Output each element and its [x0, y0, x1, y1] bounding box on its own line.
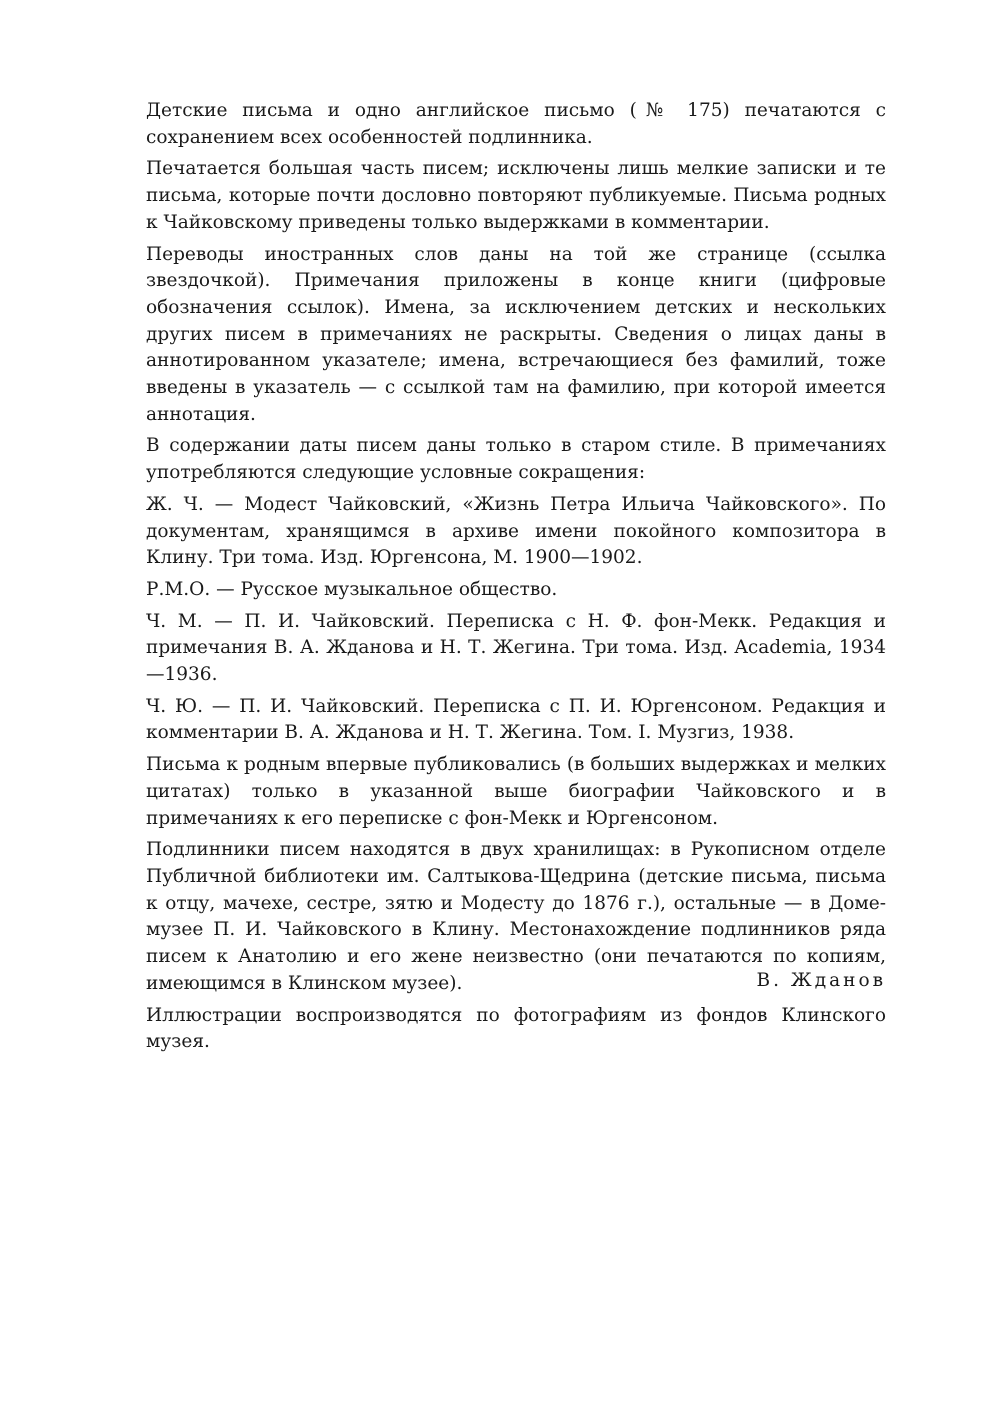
- paragraph-selection: Печатается большая часть писем; исключены лишь мелкие записки и те письма, которые почти дословно повторяют публикуемые. Письма родных к Чайковскому приведены только выдержками в комментарии.: [146, 158, 886, 233]
- abbreviation-ch-yu: Ч. Ю. — П. И. Чайковский. Переписка с П. И. Юргенсоном. Редакция и комментарии В. А. Жданова и Н. Т. Жегина. Том. I. Музгиз, 1938.: [146, 695, 886, 744]
- paragraph-illustrations: Иллюстрации воспроизводятся по фотографиям из фондов Клинского музея.: [146, 1004, 886, 1053]
- paragraph-originals: Подлинники писем находятся в двух хранилищах: в Рукописном отделе Публичной библиотеки им. Салтыкова-Щедрина (детские письма, письма к отцу, мачехе, сестре, зятю и Модесту до 1876 г.), остальные — в Доме-музее П. И. Чайковского в Клину. Местонахождение подлинников ряда писем к Анатолию и его жене неизвестно (они печатаются по копиям, имеющимся в Клинском музее).: [146, 839, 886, 994]
- abbreviation-zh-ch: Ж. Ч. — Модест Чайковский, «Жизнь Петра Ильича Чайковского». По документам, хранящимся в архиве имени покойного композитора в Клину. Три тома. Изд. Юргенсона, М. 1900—1902.: [146, 493, 886, 569]
- abbreviation-ch-m: Ч. М. — П. И. Чайковский. Переписка с Н. Ф. фон-Мекк. Редакция и примечания В. А. Жданова и Н. Т. Жегина. Три тома. Изд. Academia, 1934—1936.: [146, 610, 886, 686]
- paragraph-children-letters: Детские письма и одно английское письмо (№ 175) печатаются с сохранением всех особенностей подлинника.: [146, 100, 886, 148]
- preface-text: [146, 98, 886, 1061]
- signature: В. Жданов: [756, 970, 886, 991]
- paragraph-publications: Письма к родным впервые публиковались (в больших выдержках и мелких цитатах) только в указанной выше биографии Чайковского и в примечаниях к его переписке с фон-Мекк и Юргенсоном.: [146, 754, 886, 829]
- paragraph-translations: Переводы иностранных слов даны на той же странице (ссылка звездочкой). Примечания приложены в конце книги (цифровые обозначения ссылок). Имена, за исключением детских и нескольких других писем в примечаниях не раскрыты. Сведения о лицах даны в аннотированном указателе; имена, встречающиеся без фамилий, тоже введены в указатель — с ссылкой там на фамилию, при которой имеется аннотация.: [146, 243, 886, 425]
- paragraph-dates: В содержании даты писем даны только в старом стиле. В примечаниях употребляются следующие условные сокращения:: [146, 435, 886, 484]
- abbreviation-rmo: Р.М.О. — Русское музыкальное общество.: [146, 578, 558, 600]
